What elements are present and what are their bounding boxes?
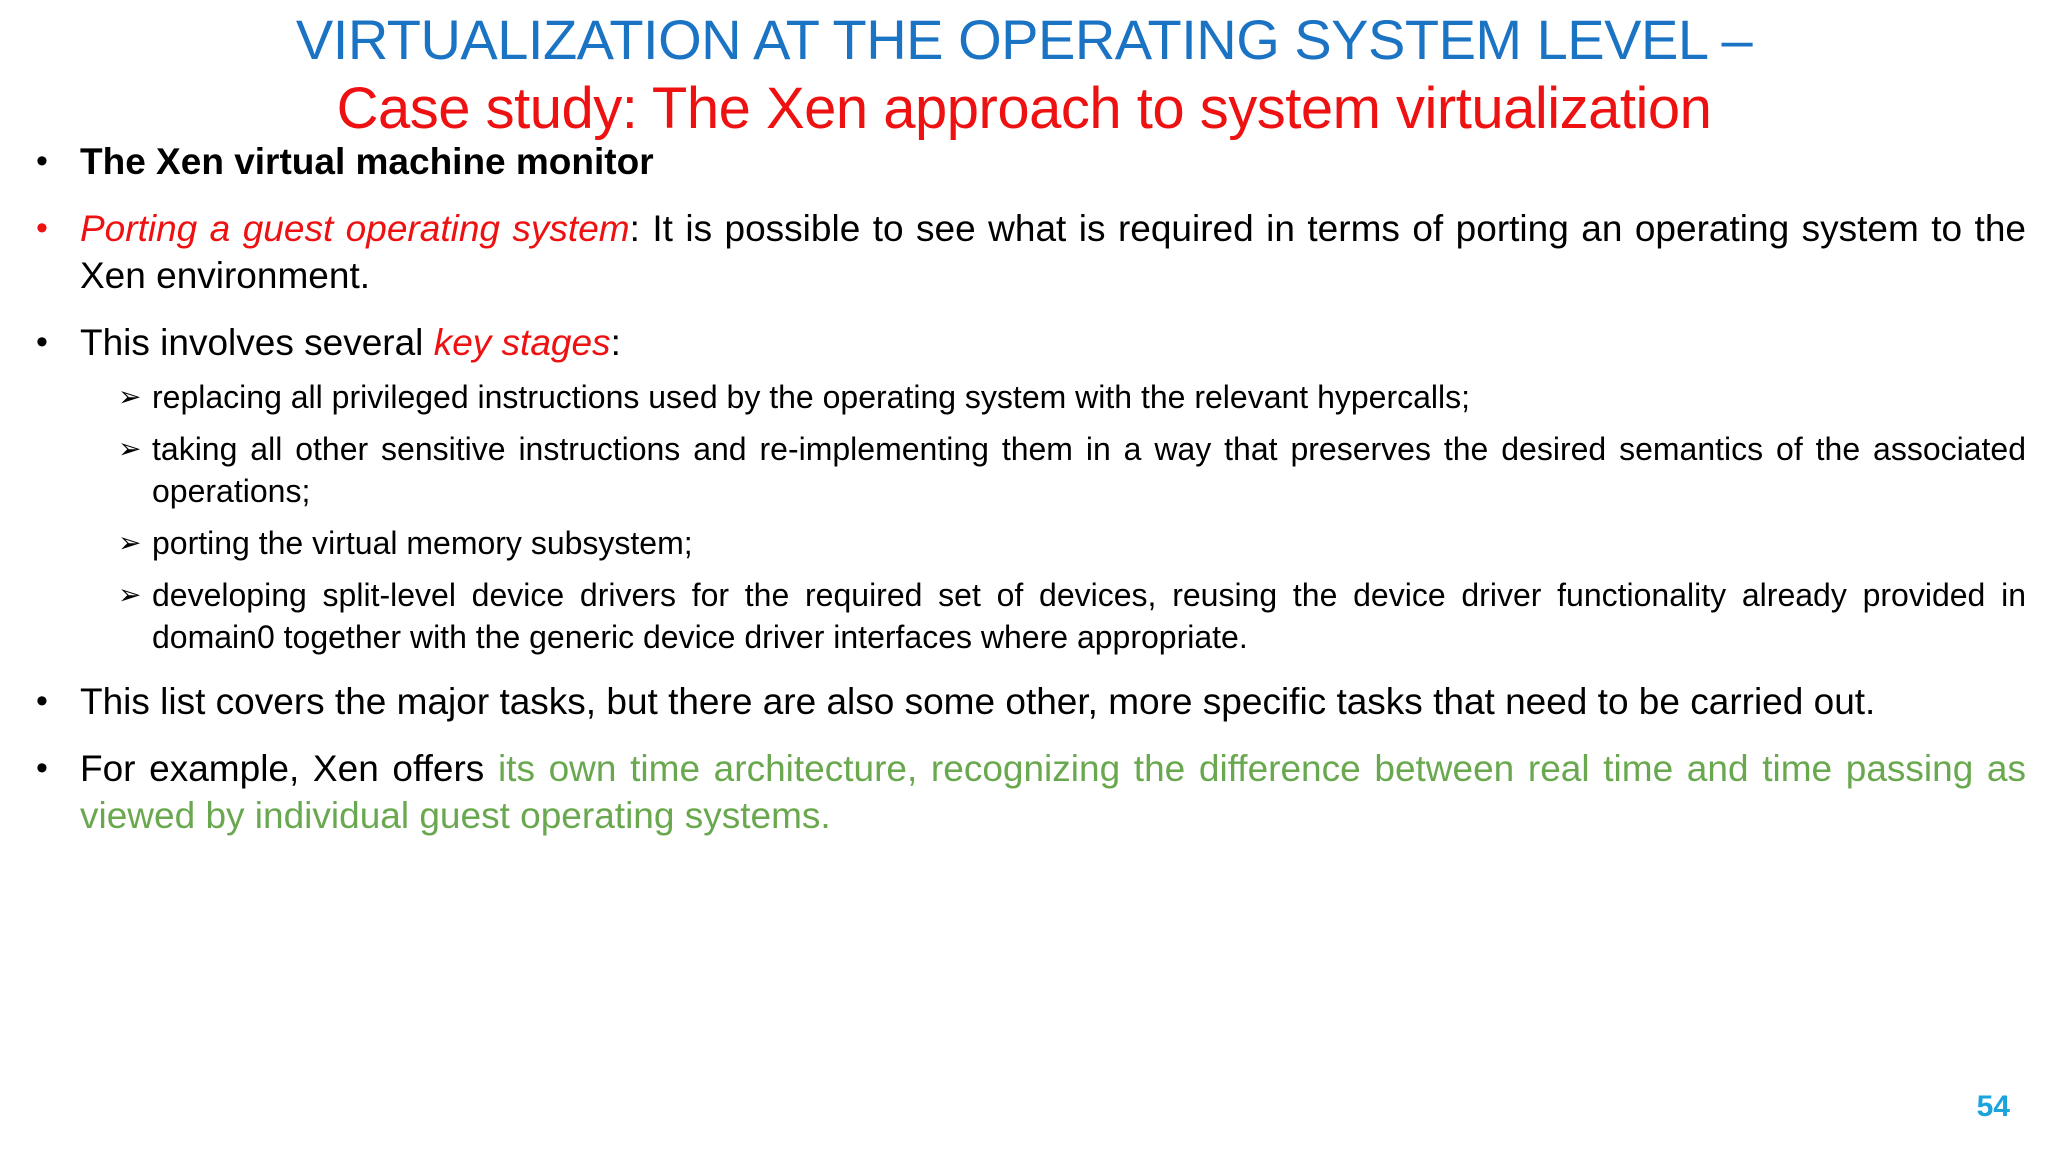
disc-bullet-icon: • [36,142,48,180]
bullet-time-architecture [36,745,2026,839]
bullet-list [36,138,2026,859]
bullet-xen-vmm [36,138,2026,185]
disc-bullet-icon: • [36,209,48,247]
sub-item-text: taking all other sensitive instructions and re-implementing them in a way that preserves the desired semantics of the associated operations; [152,431,2026,509]
bullet-major-tasks [36,678,2026,725]
bullet-text: For example, Xen offers [80,748,498,789]
bullet-highlight: its own time architecture, recognizing the difference between real time and time passing as viewed by individual guest operating systems. [80,748,2027,836]
bullet-text: This list covers the major tasks, but there are also some other, more specific tasks that need to be carried out. [80,681,1876,722]
sub-item-privileged-instructions [118,376,2026,418]
bullet-emphasis: key stages [433,322,611,363]
sub-item-text: porting the virtual memory subsystem; [152,525,693,561]
arrowhead-bullet-icon: ➢ [118,579,142,610]
disc-bullet-icon: • [36,323,48,361]
key-stages-sublist [36,376,2026,658]
slide-title [0,6,2048,145]
disc-bullet-icon: • [36,749,48,787]
bullet-key-stages [36,319,2026,366]
sub-item-text: developing split-level device drivers for the required set of devices, reusing the device driver functionality already provided in domain0 together with the generic device driver interfaces where appropriate. [152,577,2026,655]
arrowhead-bullet-icon: ➢ [118,381,142,412]
bullet-emphasis: Porting a guest operating system [80,208,630,249]
sub-item-virtual-memory [118,522,2026,564]
disc-bullet-icon: • [36,682,48,720]
bullet-text: The Xen virtual machine monitor [80,141,654,182]
sub-item-text: replacing all privileged instructions used by the operating system with the relevant hypercalls; [152,379,1471,415]
page-number: 54 [1976,1090,2010,1123]
bullet-text: This involves several [80,322,434,363]
bullet-porting-guest-os [36,205,2026,299]
title-line-subtitle: Case study: The Xen approach to system virtualization [336,76,1712,142]
bullet-text-end: : [610,322,621,363]
title-line-main: VIRTUALIZATION AT THE OPERATING SYSTEM LEVEL – [295,8,1753,71]
arrowhead-bullet-icon: ➢ [118,433,142,464]
arrowhead-bullet-icon: ➢ [118,527,142,558]
sub-item-device-drivers [118,574,2026,658]
sub-item-sensitive-instructions [118,428,2026,512]
bullet-text: : It is possible to see what is required in terms of porting an operating system to the Xen environment. [80,208,2026,296]
